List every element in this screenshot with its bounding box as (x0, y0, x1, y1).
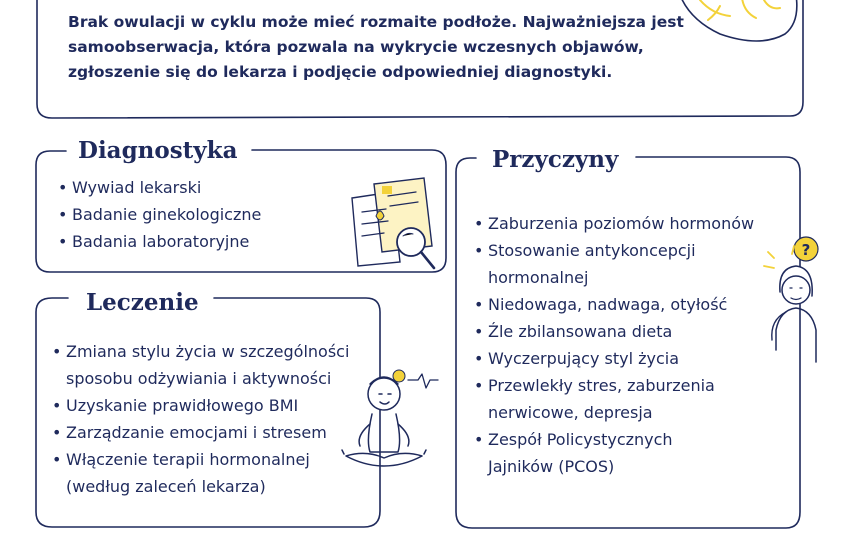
leczenie-title: Leczenie (78, 288, 207, 318)
svg-text:?: ? (801, 241, 811, 259)
przyczyny-list (474, 210, 754, 480)
documents-magnifier-icon (352, 178, 434, 268)
list-item: • Zaburzenia poziomów hormonów (474, 210, 754, 237)
list-item: • Badanie ginekologiczne (58, 201, 261, 228)
list-item: • Źle zbilansowana dieta (474, 318, 754, 345)
intro-text: Brak owulacji w cyklu może mieć rozmaite podłoże. Najważniejsza jest samoobserwacja, która pozwala na wykrycie wczesnych objawów, zgłoszenie się do lekarza i podjęcie odpowiedniej diagnostyki. (68, 13, 684, 81)
list-item: • Stosowanie antykoncepcji hormonalnej (474, 237, 754, 291)
list-item: • Zespół Policystycznych Jajników (PCOS) (474, 426, 754, 480)
list-item: • Zmiana stylu życia w szczególności sposobu odżywiania i aktywności (52, 338, 349, 392)
list-item: • Włączenie terapii hormonalnej (według zaleceń lekarza) (52, 446, 349, 500)
list-item: • Zarządzanie emocjami i stresem (52, 419, 349, 446)
list-item: • Wyczerpujący styl życia (474, 345, 754, 372)
diagnostyka-list (58, 174, 261, 255)
meditating-woman-icon (342, 370, 438, 466)
thinking-woman-icon (764, 237, 818, 362)
list-item: • Wywiad lekarski (58, 174, 261, 201)
leczenie-list (52, 338, 349, 500)
list-item: • Przewlekły stres, zaburzenia nerwicowe, depresja (474, 372, 754, 426)
list-item: • Uzyskanie prawidłowego BMI (52, 392, 349, 419)
diagnostyka-title: Diagnostyka (70, 136, 246, 166)
list-item: • Badania laboratoryjne (58, 228, 261, 255)
list-item: • Niedowaga, nadwaga, otyłość (474, 291, 754, 318)
przyczyny-title: Przyczyny (484, 145, 626, 175)
